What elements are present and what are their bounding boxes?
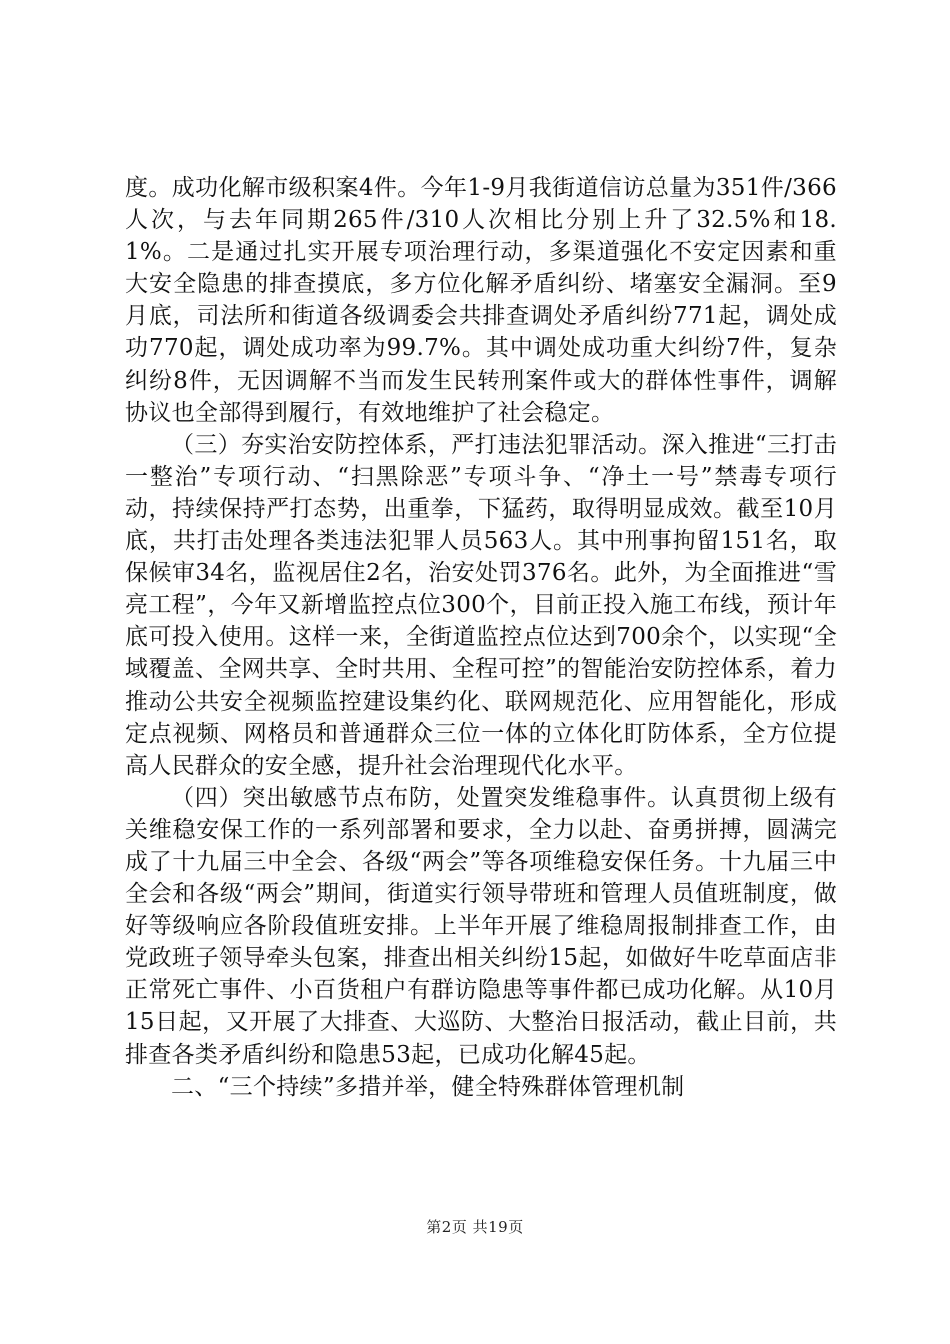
paragraph-section-three: （三）夯实治安防控体系，严打违法犯罪活动。深入推进“三打击一整治”专项行动、“扫黑除恶”专项斗争、“净土一号”禁毒专项行动，持续保持严打态势，出重拳，下猛药，取得明显成效。截至10月底，共打击处理各类违法犯罪人员563人。其中刑事拘留151名，取保候审34名，监视居住2名，治安处罚376名。此外，为全面推进“雪亮工程”，今年又新增监控点位300个，目前正投入施工布线，预计年底可投入使用。这样一来，全街道监控点位达到700余个，以实现“全域覆盖、全网共享、全时共用、全程可控”的智能治安防控体系，着力推动公共安全视频监控建设集约化、联网规范化、应用智能化，形成定点视频、网格员和普通群众三位一体的立体化盯防体系，全方位提高人民群众的安全感，提升社会治理现代化水平。 [125,431,837,779]
paragraph-section-four: （四）突出敏感节点布防，处置突发维稳事件。认真贯彻上级有关维稳安保工作的一系列部署和要求，全力以赴、奋勇拼搏，圆满完成了十九届三中全会、各级“两会”等各项维稳安保任务。十九届三中全会和各级“两会”期间，街道实行领导带班和管理人员值班制度，做好等级响应各阶段值班安排。上半年开展了维稳周报制排查工作，由党政班子领导牵头包案，排查出相关纠纷15起，如做好牛吃草面店非正常死亡事件、小百货租户有群访隐患等事件都已成功化解。从10月15日起，又开展了大排查、大巡防、大整治日报活动，截止目前，共排查各类矛盾纠纷和隐患53起，已成功化解45起。 [125,784,837,1068]
page-number-footer: 第2页 共19页 [426,1218,524,1236]
paragraph-continuation: 度。成功化解市级积案4件。今年1-9月我街道信访总量为351件/366人次，与去年同期265件/310人次相比分别上升了32.5%和18.1%。二是通过扎实开展专项治理行动，多渠道强化不安定因素和重大安全隐患的排查摸底，多方位化解矛盾纠纷、堵塞安全漏洞。至9月底，司法所和街道各级调委会共排查调处矛盾纠纷771起，调处成功770起，调处成功率为99.7%。其中调处成功重大纠纷7件，复杂纠纷8件，无因调解不当而发生民转刑案件或大的群体性事件，调解协议也全部得到履行，有效地维护了社会稳定。 [125,175,837,426]
section-heading-two: 二、“三个持续”多措并举，健全特殊群体管理机制 [171,1073,685,1100]
document-body [125,172,837,1103]
